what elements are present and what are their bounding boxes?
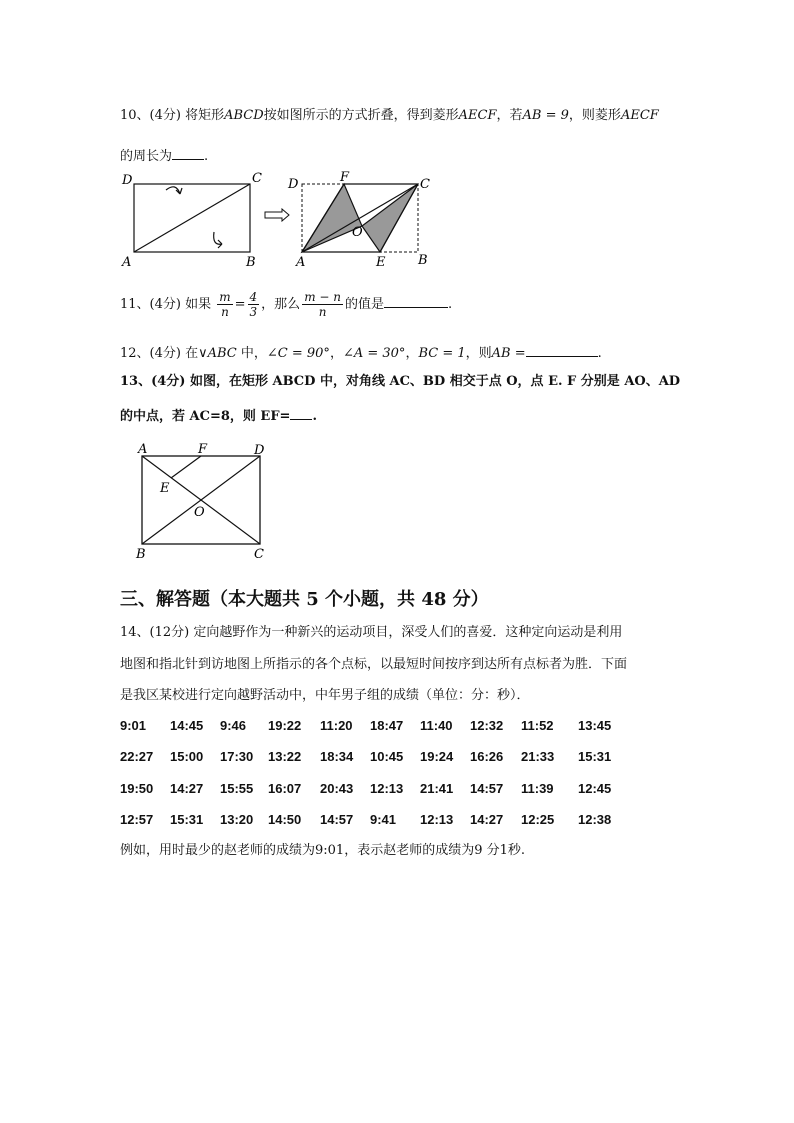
label-a: A <box>296 255 306 270</box>
label-c: C <box>252 171 262 186</box>
time-cell: 11:40 <box>420 718 453 733</box>
fold-arrow-icon <box>166 187 182 194</box>
fraction-m-n: $\frac{m}{n}$ <box>219 290 231 319</box>
time-cell: 9:01 <box>120 718 147 733</box>
time-cell: 12:13 <box>370 781 404 796</box>
time-cell: 19:50 <box>120 781 154 796</box>
label-d: D <box>122 173 133 188</box>
time-cell: 15:31 <box>170 812 204 827</box>
time-cell: 9:46 <box>220 718 247 733</box>
time-cell: 12:32 <box>470 718 504 733</box>
fraction-4-3: $\frac{4}{3}$ <box>249 290 258 319</box>
section-heading: 三、解答题（本大题共 5 个小题，共 48 分） <box>120 589 489 610</box>
label-f: F <box>198 442 208 457</box>
q10-line2: 的周长为 . <box>120 146 208 165</box>
label-e: E <box>376 255 386 270</box>
label-c: C <box>254 547 264 562</box>
q13-figure-rectangle <box>132 440 272 564</box>
time-cell: 13:22 <box>268 749 302 764</box>
time-cell: 15:00 <box>170 749 204 764</box>
time-cell: 16:07 <box>268 781 302 796</box>
fraction-mminusn-n: $\frac{m - n}{n}$ <box>304 290 341 319</box>
label-o: O <box>352 225 363 240</box>
q14-example: 例如，用时最少的赵老师的成绩为9:01，表示赵老师的成绩为9 分1秒. <box>120 843 525 858</box>
time-cell: 19:24 <box>420 749 454 764</box>
time-cell: 14:45 <box>170 718 204 733</box>
q10-figure-rectangle <box>118 168 278 268</box>
q14-line3: 是我区某校进行定向越野活动中，中年男子组的成绩（单位：分：秒）． <box>120 688 530 703</box>
q10-figure-rhombus <box>284 168 444 272</box>
time-cell: 12:57 <box>120 812 154 827</box>
time-cell: 13:20 <box>220 812 254 827</box>
time-cell: 9:41 <box>370 812 397 827</box>
time-cell: 21:41 <box>420 781 454 796</box>
time-cell: 11:39 <box>521 781 554 796</box>
shaded-triangle-left <box>302 184 362 252</box>
label-d: D <box>288 177 299 192</box>
time-cell: 15:55 <box>220 781 254 796</box>
label-f: F <box>340 170 350 185</box>
time-cell: 20:43 <box>320 781 354 796</box>
time-cell: 14:57 <box>470 781 504 796</box>
time-cell: 12:45 <box>578 781 612 796</box>
time-cell: 12:13 <box>420 812 454 827</box>
time-cell: 14:50 <box>268 812 302 827</box>
q11-line: 11、(4分) 如果 $\frac{m}{n}$ = $\frac{4}{3}$ ，那么 $\frac{m - n}{n}$ 的值是 . <box>120 290 453 319</box>
fold-arrow-icon <box>214 232 222 248</box>
label-e: E <box>160 481 170 496</box>
time-cell: 11:20 <box>320 718 353 733</box>
time-cell: 17:30 <box>220 749 254 764</box>
time-cell: 14:57 <box>320 812 354 827</box>
q10-line1: 10、(4分) 将矩形ABCD按如图所示的方式折叠，得到菱形AECF，若AB = 9，则菱形AECF <box>120 108 659 123</box>
label-a: A <box>138 442 148 457</box>
q13-line2: 的中点，若 AC=8，则 EF= . <box>120 406 317 425</box>
time-cell: 13:45 <box>578 718 612 733</box>
time-cell: 15:31 <box>578 749 612 764</box>
q14-line1: 14、(12分) 定向越野作为一种新兴的运动项目，深受人们的喜爱．这种定向运动是利用 <box>120 625 623 640</box>
time-cell: 19:22 <box>268 718 302 733</box>
answer-blank <box>290 406 312 420</box>
time-cell: 14:27 <box>170 781 204 796</box>
q12-line: 12、(4分) 在∨ABC 中，∠C = 90°，∠A = 30°，BC = 1，则AB = . <box>120 343 602 362</box>
answer-blank <box>172 146 204 160</box>
label-b: B <box>136 547 146 562</box>
time-cell: 14:27 <box>470 812 504 827</box>
label-d: D <box>254 443 265 458</box>
time-cell: 11:52 <box>521 718 554 733</box>
time-cell: 12:25 <box>521 812 555 827</box>
label-c: C <box>420 177 430 192</box>
diagonal-ac <box>302 184 418 252</box>
time-cell: 12:38 <box>578 812 612 827</box>
diagonal-ac <box>134 184 250 252</box>
q13-line1: 13、(4分) 如图，在矩形 ABCD 中，对角线 AC、BD 相交于点 O，点 E. F 分别是 AO、AD <box>120 374 681 389</box>
segment-ef <box>171 456 201 478</box>
time-cell: 21:33 <box>521 749 555 764</box>
time-cell: 16:26 <box>470 749 504 764</box>
label-o: O <box>194 505 205 520</box>
answer-blank <box>384 294 448 308</box>
time-cell: 22:27 <box>120 749 154 764</box>
label-b: B <box>418 253 428 268</box>
time-cell: 18:34 <box>320 749 354 764</box>
time-cell: 18:47 <box>370 718 404 733</box>
answer-blank <box>526 343 598 357</box>
q14-line2: 地图和指北针到访地图上所指示的各个点标，以最短时间按序到达所有点标者为胜．下面 <box>120 657 628 672</box>
label-a: A <box>122 255 132 268</box>
label-b: B <box>246 255 256 268</box>
shaded-triangle-right <box>362 184 418 252</box>
time-cell: 10:45 <box>370 749 404 764</box>
